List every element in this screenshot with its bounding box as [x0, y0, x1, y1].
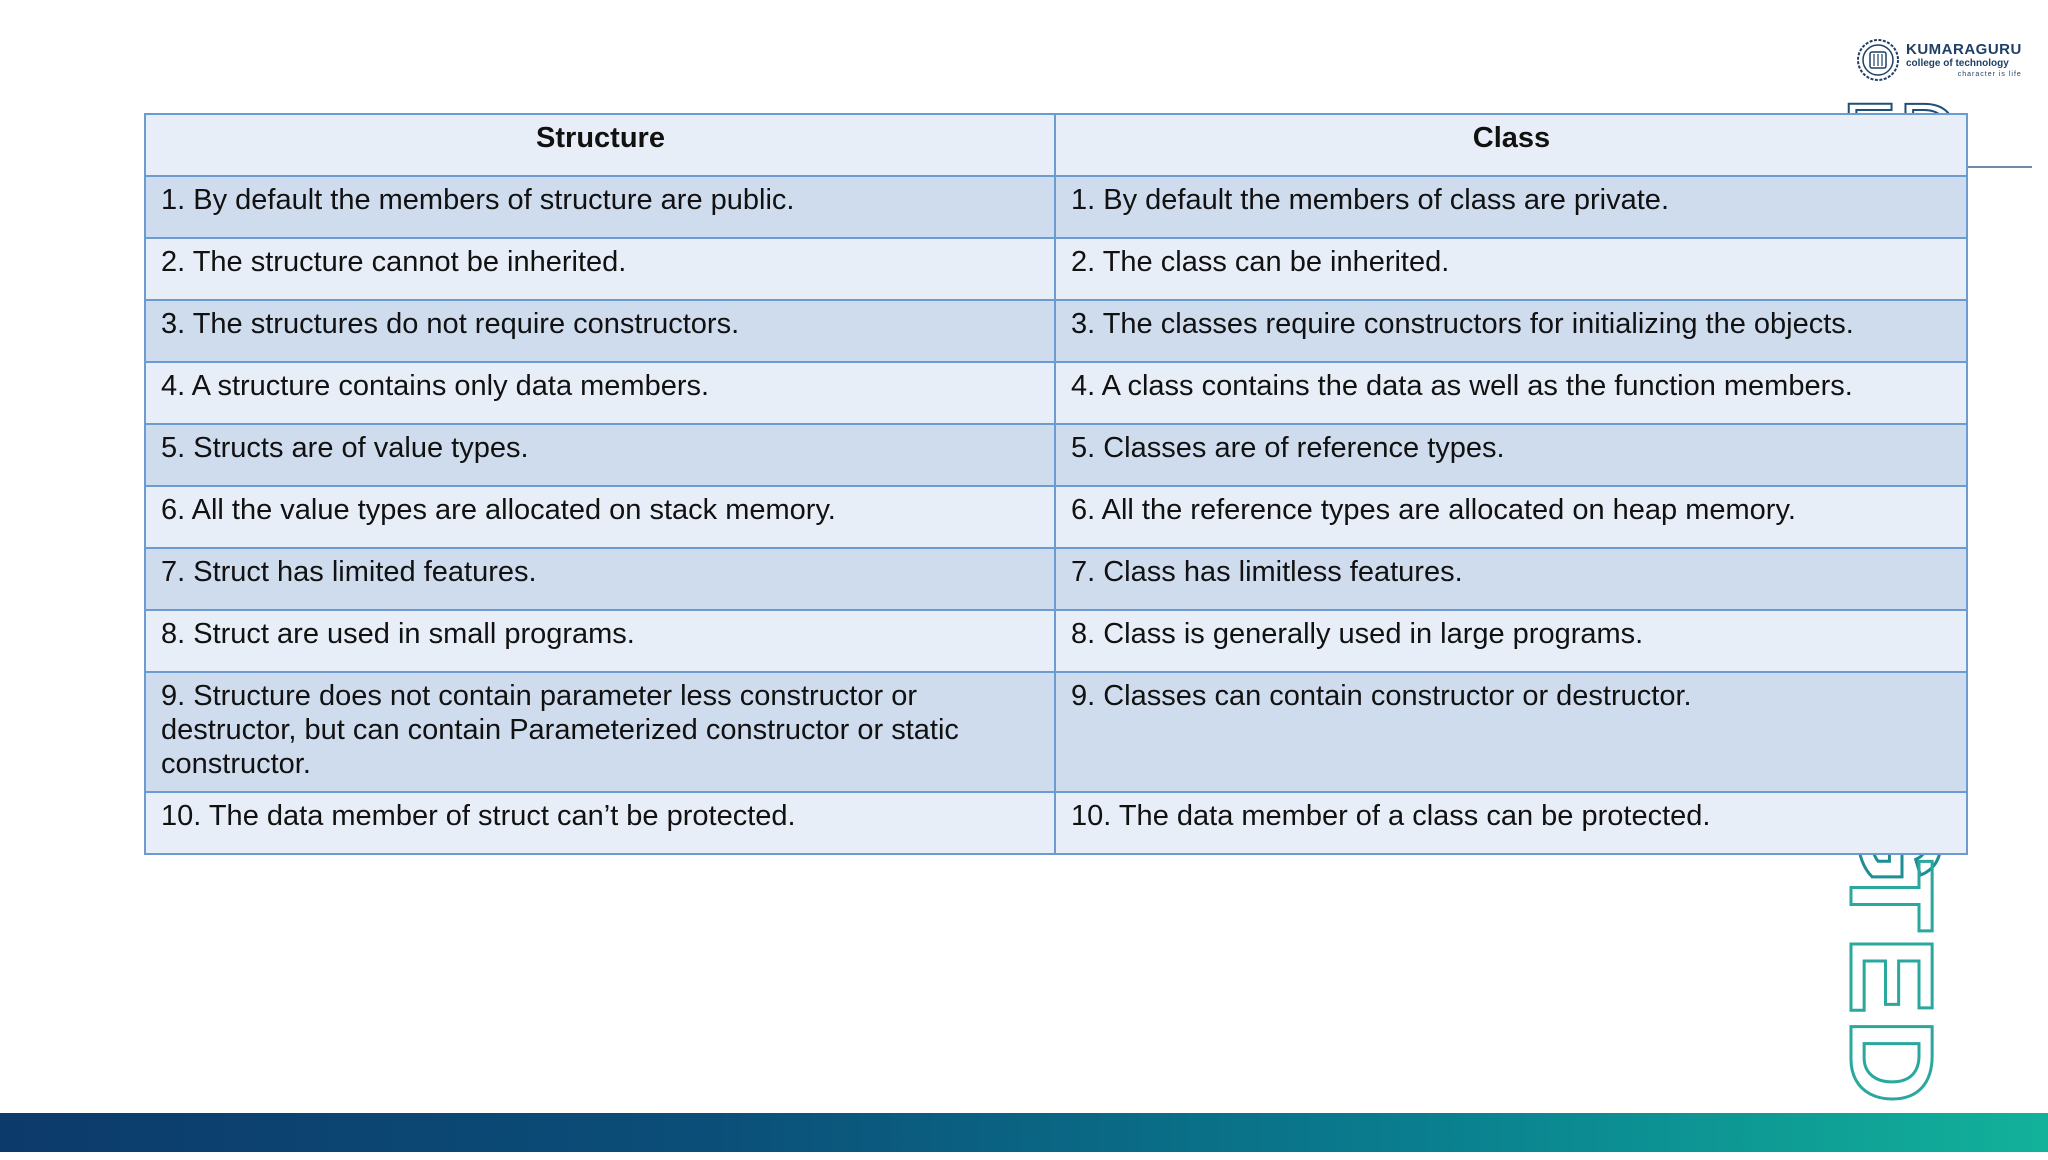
structure-cell: 5. Structs are of value types. — [145, 424, 1055, 486]
structure-cell: 4. A structure contains only data members. — [145, 362, 1055, 424]
class-cell: 9. Classes can contain constructor or destructor. — [1055, 672, 1967, 792]
structure-cell: 7. Struct has limited features. — [145, 548, 1055, 610]
structure-cell: 9. Structure does not contain parameter less constructor or destructor, but can contain Parameterized constructor or static constructor. — [145, 672, 1055, 792]
structure-cell: 10. The data member of struct can’t be protected. — [145, 792, 1055, 854]
table-row — [145, 548, 1967, 610]
class-cell: 2. The class can be inherited. — [1055, 238, 1967, 300]
college-emblem-icon — [1856, 38, 1900, 82]
header-structure: Structure — [145, 114, 1055, 176]
structure-cell: 2. The structure cannot be inherited. — [145, 238, 1055, 300]
logo-name: KUMARAGURU — [1906, 41, 2022, 58]
college-logo — [1856, 36, 2036, 84]
table-row — [145, 176, 1967, 238]
table-row — [145, 792, 1967, 854]
structure-vs-class-table — [144, 113, 1968, 855]
class-cell: 10. The data member of a class can be protected. — [1055, 792, 1967, 854]
structure-cell: 1. By default the members of structure are public. — [145, 176, 1055, 238]
table-row — [145, 300, 1967, 362]
class-cell: 8. Class is generally used in large programs. — [1055, 610, 1967, 672]
header-class: Class — [1055, 114, 1967, 176]
class-cell: 5. Classes are of reference types. — [1055, 424, 1967, 486]
table-row — [145, 238, 1967, 300]
class-cell: 7. Class has limitless features. — [1055, 548, 1967, 610]
class-cell: 4. A class contains the data as well as the function members. — [1055, 362, 1967, 424]
footer-gradient-bar — [0, 1113, 2048, 1152]
class-cell: 6. All the reference types are allocated on heap memory. — [1055, 486, 1967, 548]
table-row — [145, 362, 1967, 424]
structure-cell: 6. All the value types are allocated on stack memory. — [145, 486, 1055, 548]
class-cell: 1. By default the members of class are private. — [1055, 176, 1967, 238]
logo-subtitle: college of technology — [1906, 58, 2009, 69]
table-row — [145, 424, 1967, 486]
table-row — [145, 672, 1967, 792]
logo-tagline: character is life — [1957, 71, 2022, 78]
structure-cell: 3. The structures do not require constructors. — [145, 300, 1055, 362]
decorative-side-word-end: TED — [1825, 860, 1957, 1108]
table-header-row — [145, 114, 1967, 176]
class-cell: 3. The classes require constructors for initializing the objects. — [1055, 300, 1967, 362]
table-row — [145, 486, 1967, 548]
structure-cell: 8. Struct are used in small programs. — [145, 610, 1055, 672]
table-row — [145, 610, 1967, 672]
